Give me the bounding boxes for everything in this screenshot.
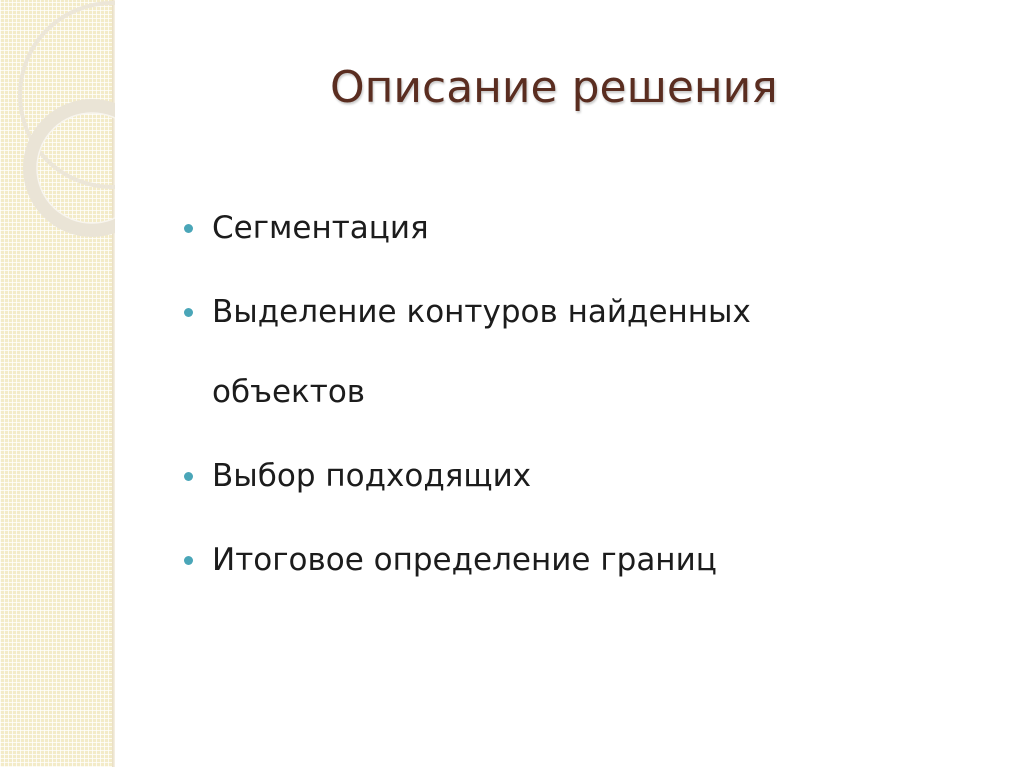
bullet-text: Итоговое определение границ — [212, 542, 717, 578]
bullet-item-boundaries — [184, 520, 844, 600]
bullet-dot-icon — [184, 224, 193, 233]
bullet-dot-icon — [184, 556, 193, 565]
bullet-list — [184, 188, 844, 604]
bullet-dot-icon — [184, 472, 193, 481]
bullet-text: Выбор подходящих — [212, 458, 532, 494]
small-ring — [30, 106, 115, 230]
bullet-item-selection — [184, 436, 844, 516]
bullet-text: Выделение контуров найденных объектов — [212, 294, 751, 410]
bullet-item-contours — [184, 272, 844, 432]
decorative-rings-icon — [0, 0, 115, 260]
bullet-text: Сегментация — [212, 210, 429, 246]
bullet-item-segmentation — [184, 188, 844, 268]
slide-title: Описание решения — [330, 62, 778, 113]
bullet-dot-icon — [184, 308, 193, 317]
